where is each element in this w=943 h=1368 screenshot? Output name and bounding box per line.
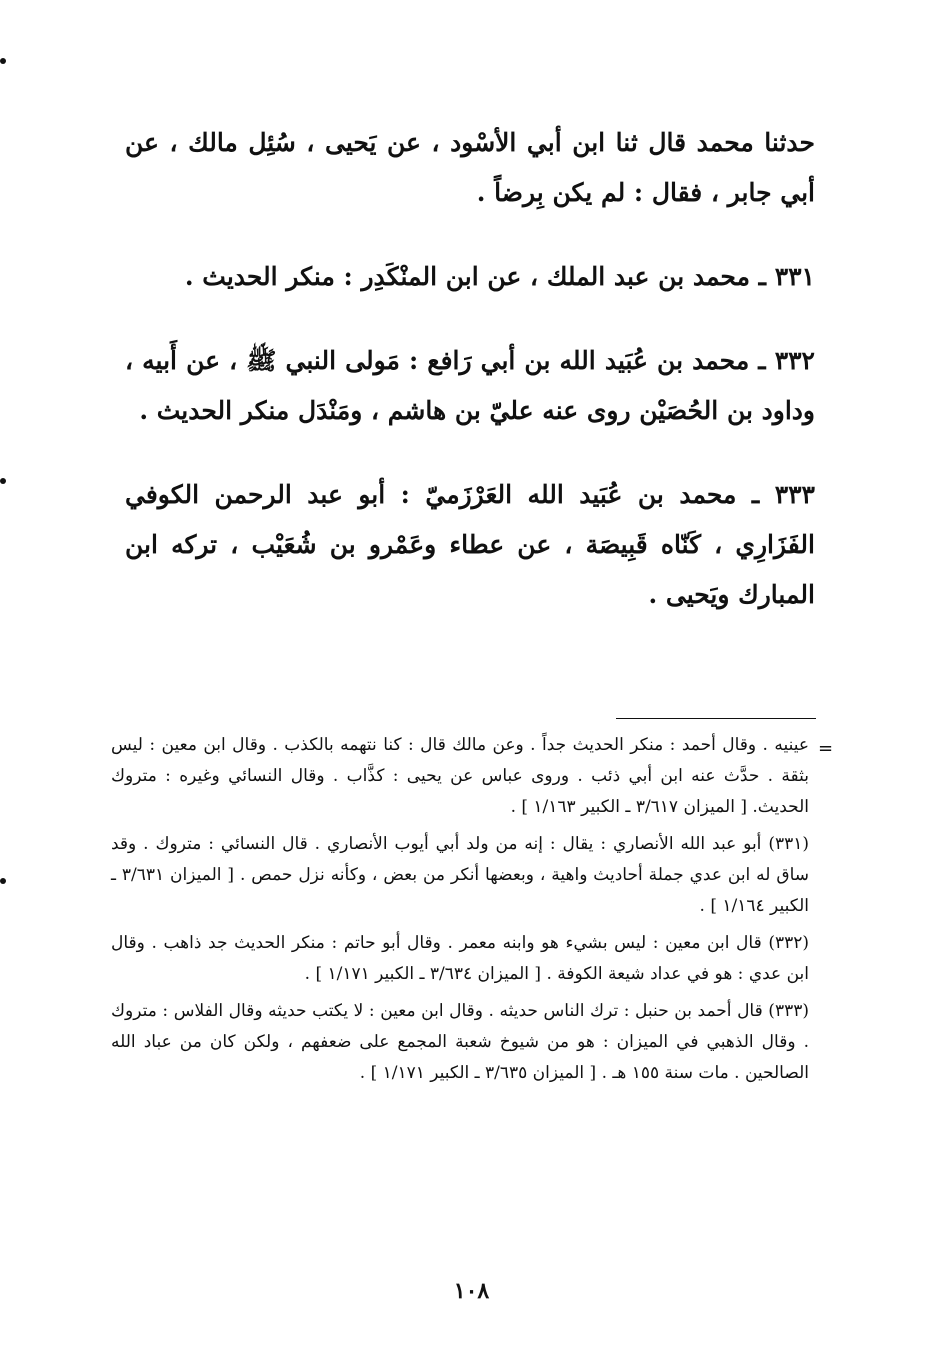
- entry-332: ٣٣٢ ـ محمد بن عُبَيد الله بن أبي رَافع : مَولى النبي ﷺ ، عن أَبيه ، وداود بن الحُصَيْن روى عنه عليّ بن هاشم ، ومَنْدَل منكر الحديث .: [125, 346, 815, 425]
- main-text: [125, 118, 815, 638]
- entry-333: ٣٣٣ ـ محمد بن عُبَيد الله العَرْزَميّ : أبو عبد الرحمن الكوفي الفَزَارِي ، كَنّاه قَبِيصَة ، عن عطاء وعَمْرو بن شُعَيْب ، تركه ابن المبارك ويَحيى .: [125, 480, 815, 609]
- footnote-332: (٣٣٢) قال ابن معين : ليس بشيء هو وابنه معمر . وقال أبو حاتم : منكر الحديث جد ذاهب . وقال ابن عدي : هو في عداد شيعة الكوفة . [ الميزان ٣/٦٣٤ ـ الكبير ١/١٧١ ] .: [111, 933, 809, 984]
- footnotes: [111, 730, 809, 1095]
- footnote-separator: [616, 718, 816, 719]
- margin-mark: [0, 478, 6, 484]
- footnote-331: (٣٣١) أبو عبد الله الأنصاري : يقال : إنه من ولد أبي أيوب الأنصاري . قال النسائي : متروك . وقد ساق له ابن عدي جملة أحاديث واهية ، وبعضها أنكر من بعض ، وكأنه نزل حمص . [ الميزان ٣/٦٣١ ـ الكبير ١/١٦٤ ] .: [111, 834, 809, 916]
- margin-mark: [0, 58, 6, 64]
- entry-331: ٣٣١ ـ محمد بن عبد الملك ، عن ابن المنْكَدِر : منكر الحديث .: [184, 262, 815, 291]
- continuation-mark: =: [818, 738, 834, 759]
- opening-paragraph: حدثنا محمد قال ثنا ابن أبي الأسْود ، عن يَحيى ، سُئِل مالك ، عن أبي جابر ، فقال : لم يكن بِرضاً .: [125, 128, 815, 207]
- footnote-333: (٣٣٣) قال أحمد بن حنبل : ترك الناس حديثه . وقال ابن معين : لا يكتب حديثه وقال الفلاس : متروك . وقال الذهبي في الميزان : هو من شيوخ شعبة المجمع على ضعفهم ، ولكن كان من عباد الله الصالحين . مات سنة ١٥٥ هـ . [ الميزان ٣/٦٣٥ ـ الكبير ١/١٧١ ] .: [111, 1001, 809, 1083]
- page-number: ١٠٨: [453, 1278, 490, 1304]
- footnote-continued: عينيه . وقال أحمد : منكر الحديث جداً . وعن مالك قال : كنا نتهمه بالكذب . وقال ابن معين : ليس بثقة . حدَّث عنه ابن أبي ذئب . وروى عباس عن يحيى : كذَّاب . وقال النسائي وغيره : متروك الحديث. [ الميزان ٣/٦١٧ ـ الكبير ١/١٦٣ ] .: [111, 735, 809, 817]
- margin-mark: [0, 878, 6, 884]
